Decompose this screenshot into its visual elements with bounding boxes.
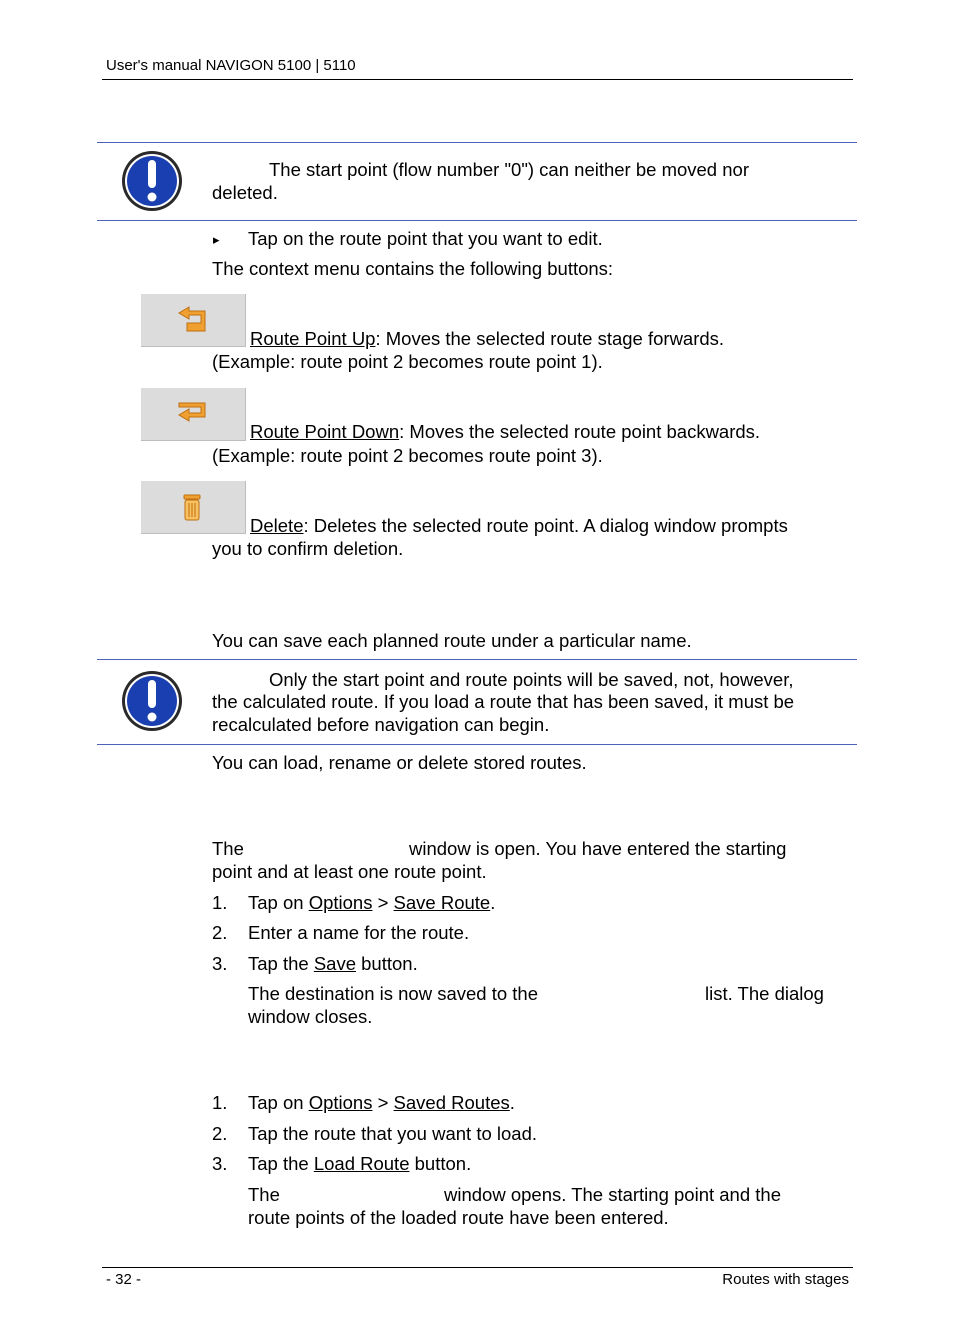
save-route-link: Save Route (393, 892, 491, 913)
route-point-down-desc (250, 420, 760, 443)
note1-text-cont: deleted. (212, 182, 278, 203)
save-link: Save (313, 953, 356, 974)
note2-line3: recalculated before navigation can begin. (212, 714, 550, 735)
save-pre-a: The (212, 838, 244, 859)
saved-routes-link: Saved Routes (393, 1092, 510, 1113)
route-point-down-example: (Example: route point 2 becomes route point 3). (212, 445, 603, 466)
exclamation-icon (121, 670, 183, 732)
step-bullet: ▸ (213, 232, 220, 247)
arrow-down-icon (175, 397, 209, 431)
save-step-1-end: . (490, 892, 496, 913)
load-result-c: route points of the loaded route have been entered. (248, 1207, 669, 1228)
route-point-up-label: Route Point Up (250, 328, 376, 349)
page-number: - 32 - (106, 1271, 142, 1288)
arrow-up-icon (175, 303, 209, 337)
save-result-a: The destination is now saved to the (248, 983, 539, 1004)
save-pre-c: point and at least one route point. (212, 861, 487, 882)
delete-example: you to confirm deletion. (212, 538, 404, 559)
load-step-3 (248, 1152, 471, 1175)
route-point-down-button-image (141, 388, 246, 441)
save-step-3-a: Tap the (248, 953, 314, 974)
load-step-1 (248, 1091, 515, 1114)
save-step-1-num: 1. (212, 892, 228, 913)
save-step-1 (248, 891, 495, 914)
route-point-down-label: Route Point Down (250, 421, 400, 442)
note2-bottom-rule (97, 744, 857, 745)
load-step-1-end: . (509, 1092, 515, 1113)
load-step-1-mid: > (372, 1092, 394, 1113)
options-link: Options (308, 1092, 373, 1113)
save-step-2-num: 2. (212, 922, 228, 943)
route-point-up-desc (250, 327, 724, 350)
load-step-1-a: Tap on (248, 1092, 309, 1113)
load-route-link: Load Route (313, 1153, 410, 1174)
save-intro: You can save each planned route under a particular name. (212, 630, 692, 651)
context-intro: The context menu contains the following buttons: (212, 258, 614, 279)
options-link: Options (308, 892, 373, 913)
delete-button-image (141, 481, 246, 534)
route-point-up-desc-text: : Moves the selected route stage forwards. (375, 328, 725, 349)
load-step-2: Tap the route that you want to load. (248, 1123, 537, 1144)
load-result-a: The (248, 1184, 280, 1205)
load-step-2-num: 2. (212, 1123, 228, 1144)
note2-top-rule (97, 659, 857, 660)
save-step-1-a: Tap on (248, 892, 309, 913)
save-step-2: Enter a name for the route. (248, 922, 470, 943)
save-pre-b: window is open. You have entered the starting (409, 838, 787, 859)
trash-icon (175, 490, 209, 524)
footer-rule (102, 1267, 853, 1268)
save-step-3-end: button. (356, 953, 418, 974)
header-rule (102, 79, 853, 80)
load-step-1-num: 1. (212, 1092, 228, 1113)
stored-intro: You can load, rename or delete stored routes. (212, 752, 587, 773)
save-step-1-mid: > (372, 892, 394, 913)
delete-desc (250, 514, 788, 537)
load-result-b: window opens. The starting point and the (444, 1184, 781, 1205)
save-result-b: list. The dialog (705, 983, 824, 1004)
save-step-3 (248, 952, 418, 975)
step-tap-text: Tap on the route point that you want to edit. (248, 228, 603, 249)
save-result-c: window closes. (248, 1006, 373, 1027)
note2-line1: Only the start point and route points will be saved, not, however, (269, 669, 794, 690)
delete-desc-text: : Deletes the selected route point. A dialog window prompts (303, 515, 788, 536)
note1-text: The start point (flow number "0") can neither be moved nor (269, 159, 749, 180)
route-point-up-button-image (141, 294, 246, 347)
save-step-3-num: 3. (212, 953, 228, 974)
route-point-up-example: (Example: route point 2 becomes route point 1). (212, 351, 603, 372)
route-point-down-desc-text: : Moves the selected route point backwards. (399, 421, 761, 442)
page-header-title: User's manual NAVIGON 5100 | 5110 (106, 57, 356, 74)
load-step-3-end: button. (409, 1153, 472, 1174)
delete-label: Delete (250, 515, 304, 536)
note1-top-rule (97, 142, 857, 143)
note2-line2: the calculated route. If you load a route that has been saved, it must be (212, 691, 795, 712)
exclamation-icon (121, 150, 183, 212)
load-step-3-a: Tap the (248, 1153, 314, 1174)
note1-bottom-rule (97, 220, 857, 221)
footer-section: Routes with stages (722, 1271, 849, 1288)
load-step-3-num: 3. (212, 1153, 228, 1174)
